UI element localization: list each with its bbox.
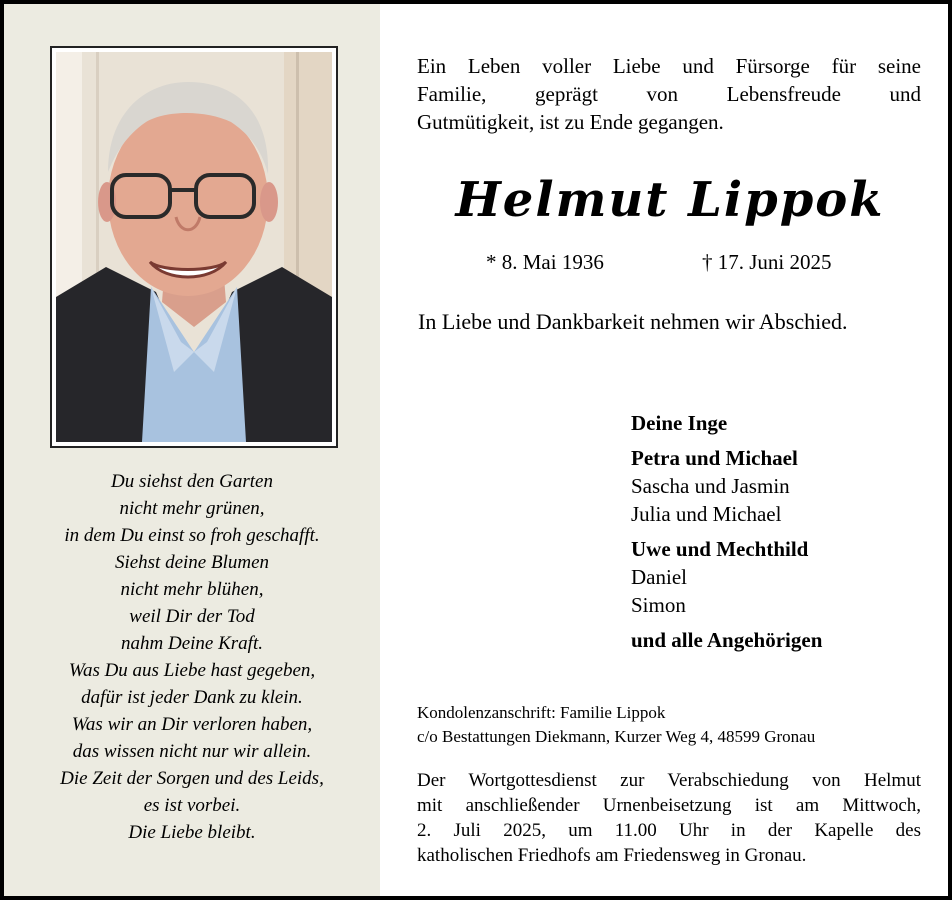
poem-line: nicht mehr grünen,	[119, 498, 265, 519]
service-line: katholischen Friedhofs am Friedensweg in Gronau.	[417, 845, 807, 866]
family-spouse: Deine Inge	[631, 411, 728, 435]
condolence-address	[417, 701, 815, 749]
intro-line: Ein Leben voller Liebe und Fürsorge für seine	[417, 54, 921, 78]
poem-line: weil Dir der Tod	[129, 606, 255, 627]
left-panel	[4, 4, 380, 896]
service-line: 2. Juli 2025, um 11.00 Uhr in der Kapelle des	[417, 820, 921, 841]
deceased-name: Helmut Lippok	[455, 172, 885, 228]
poem-line: es ist vorbei.	[143, 795, 241, 816]
condolence-line: Kondolenzanschrift: Familie Lippok	[417, 703, 666, 722]
poem-line: das wissen nicht nur wir allein.	[72, 741, 312, 762]
family-member: Simon	[631, 593, 686, 617]
intro-text	[417, 52, 921, 136]
family-group-head: Uwe und Mechthild	[631, 537, 809, 561]
poem-line: Du siehst den Garten	[110, 471, 273, 492]
condolence-line: c/o Bestattungen Diekmann, Kurzer Weg 4, 48599 Gronau	[417, 727, 816, 746]
poem-line: nicht mehr blühen,	[120, 579, 264, 600]
portrait-photo	[56, 52, 332, 442]
service-line: Der Wortgottesdienst zur Verabschiedung von Helmut	[417, 770, 921, 791]
family-others: und alle Angehörigen	[631, 628, 823, 652]
family-member: Sascha und Jasmin	[631, 474, 790, 498]
service-info	[417, 768, 921, 868]
poem-line: Die Liebe bleibt.	[128, 822, 256, 843]
family-group-head: Petra und Michael	[631, 446, 798, 470]
poem-line: nahm Deine Kraft.	[121, 633, 263, 654]
poem	[4, 468, 380, 846]
family-member: Julia und Michael	[631, 502, 782, 526]
photo-frame	[50, 46, 338, 448]
intro-line: Gutmütigkeit, ist zu Ende gegangen.	[417, 110, 724, 134]
service-line: mit anschließender Urnenbeisetzung ist am Mittwoch,	[417, 795, 921, 816]
intro-line: Familie, geprägt von Lebensfreude und	[417, 82, 921, 106]
poem-line: in dem Du einst so froh geschafft.	[64, 525, 320, 546]
family-member: Daniel	[631, 565, 687, 589]
farewell-text: In Liebe und Dankbarkeit nehmen wir Abschied.	[418, 309, 848, 334]
poem-line: Siehst deine Blumen	[114, 552, 270, 573]
poem-line: Was wir an Dir verloren haben,	[71, 714, 313, 735]
death-date: † 17. Juni 2025	[702, 250, 832, 274]
poem-line: Die Zeit der Sorgen und des Leids,	[60, 768, 324, 789]
family-list	[631, 409, 822, 654]
birth-date: * 8. Mai 1936	[486, 250, 604, 274]
poem-line: dafür ist jeder Dank zu klein.	[81, 687, 303, 708]
right-panel	[380, 4, 952, 896]
poem-line: Was Du aus Liebe hast gegeben,	[68, 660, 316, 681]
